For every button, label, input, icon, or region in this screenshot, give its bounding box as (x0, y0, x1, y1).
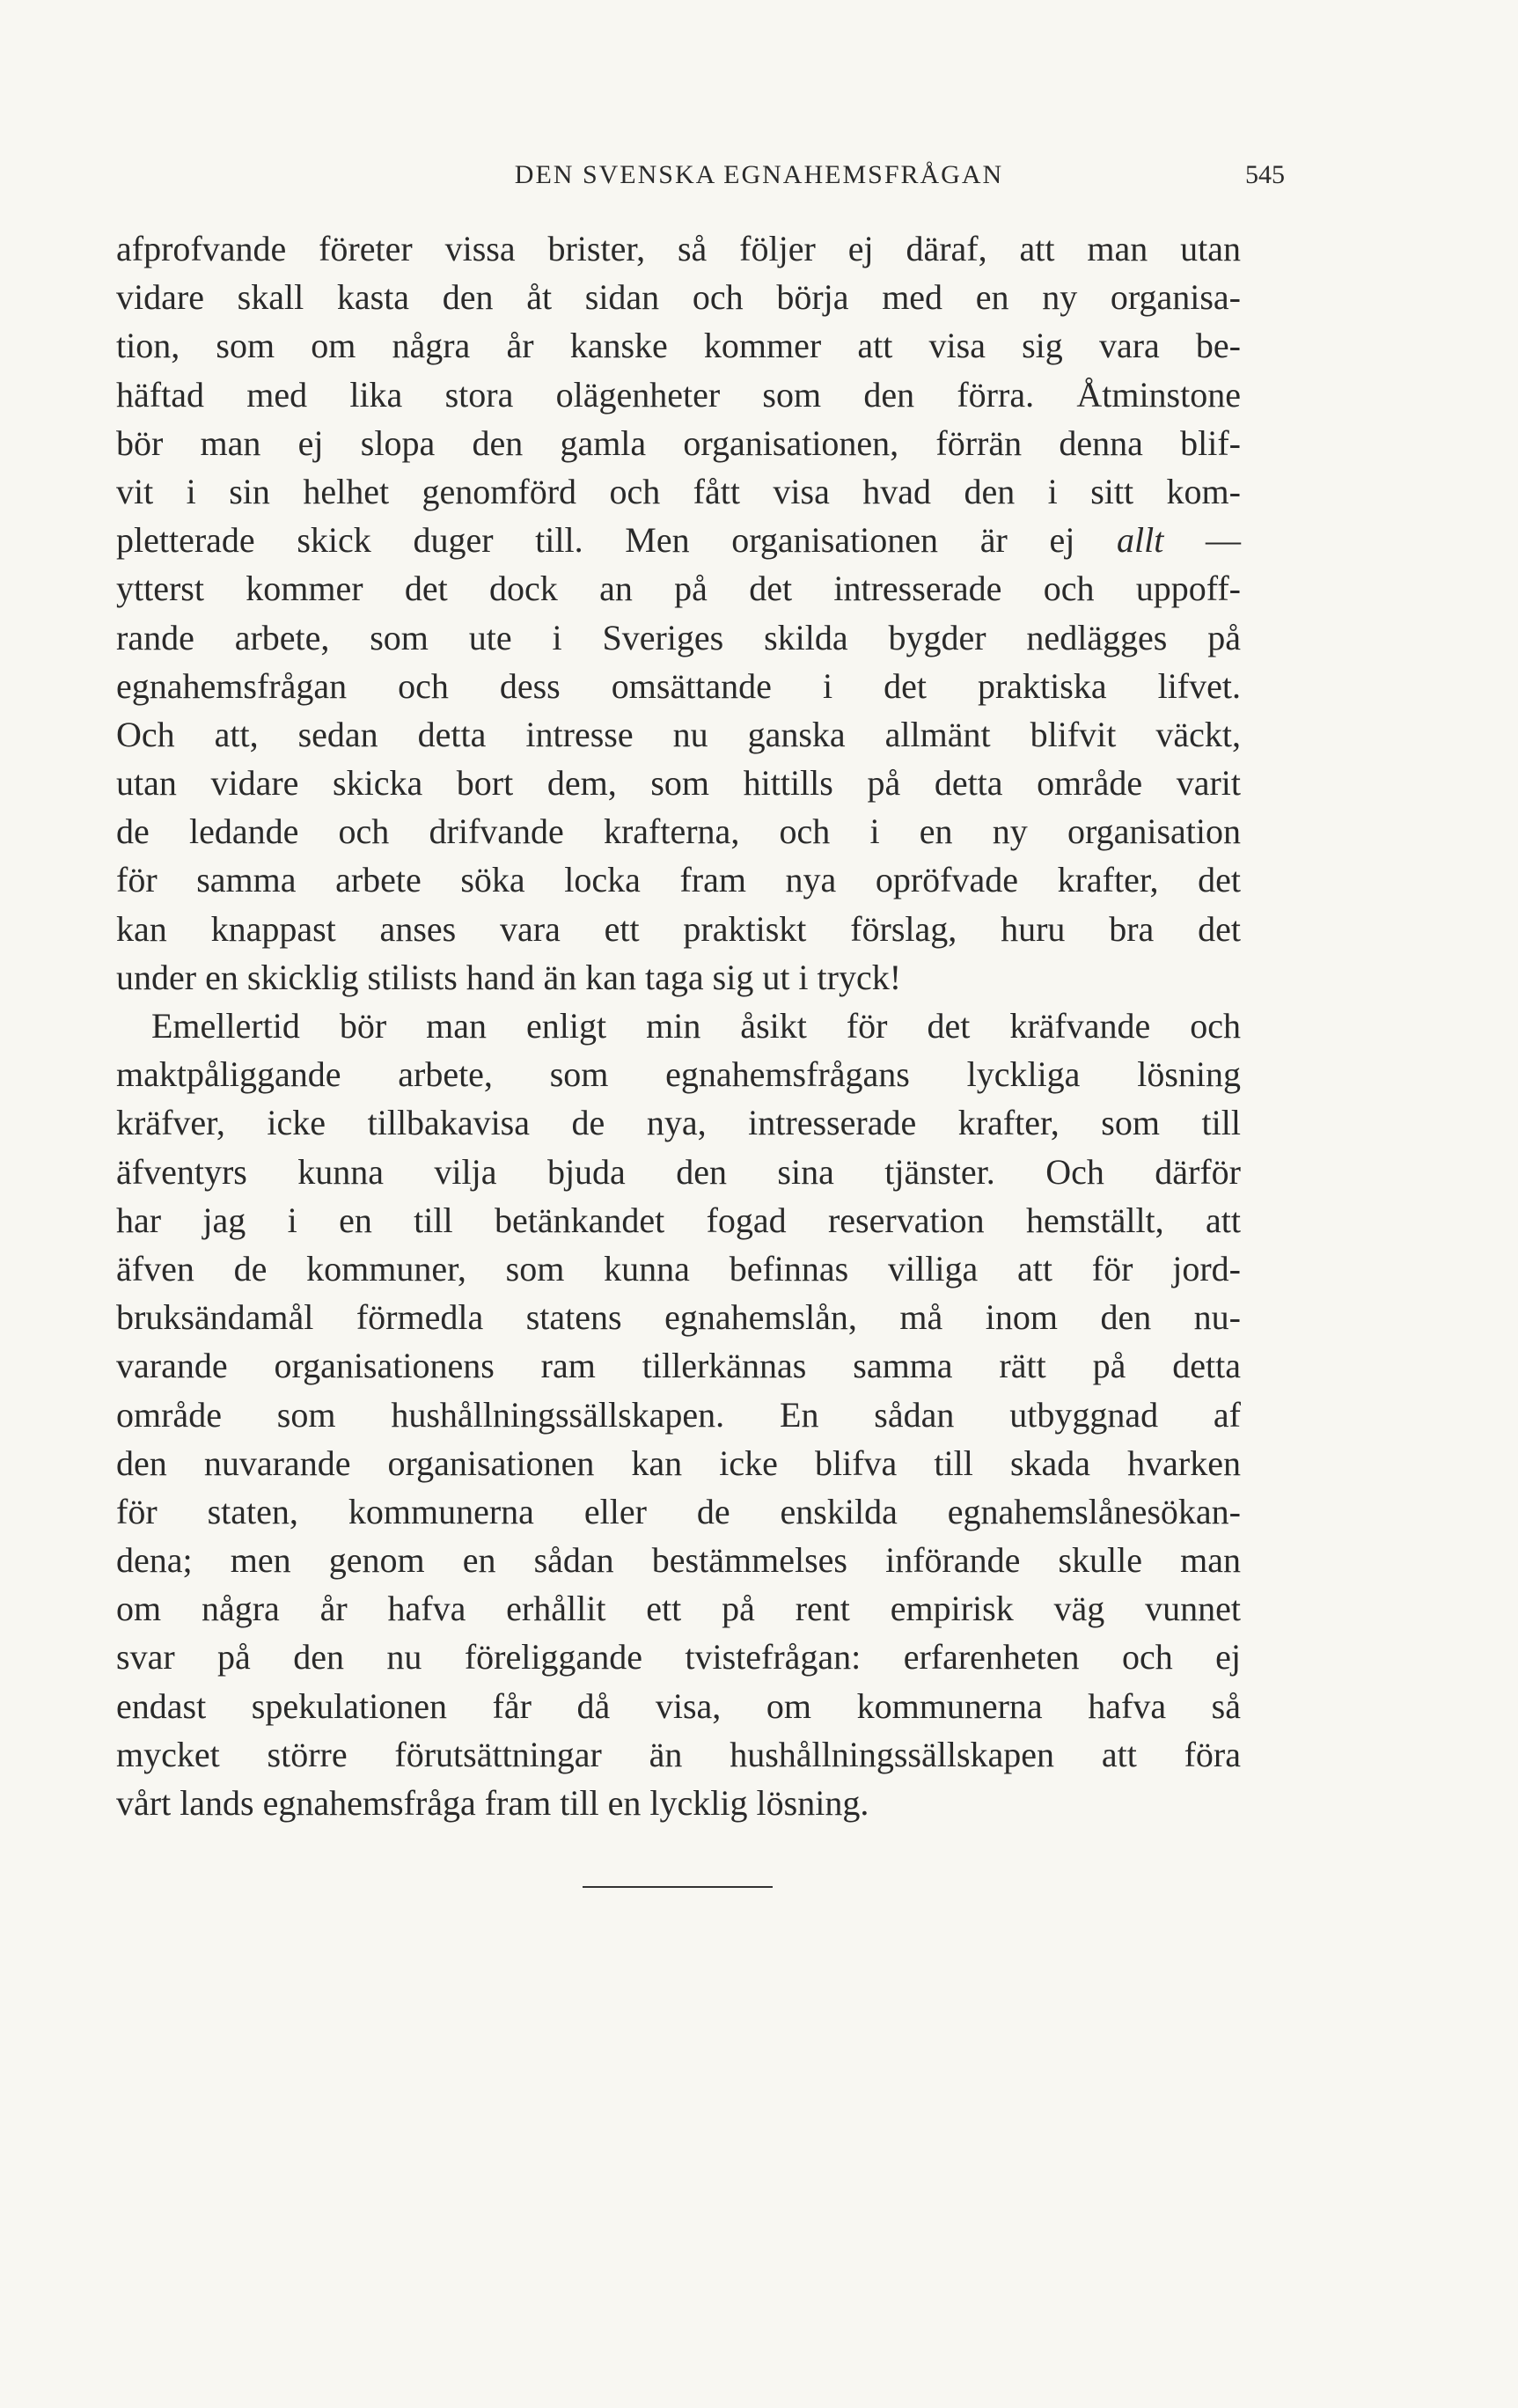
text-line: maktpåliggande arbete, som egnahemsfrågans lyckliga lösning (116, 1054, 1241, 1095)
page-number: 545 (1245, 160, 1285, 189)
text-segment: pletterade skick duger till. Men organisationen är ej (116, 520, 1117, 561)
running-head (0, 160, 1518, 195)
text-line: den nuvarande organisationen kan icke blifva till skada hvarken (116, 1443, 1241, 1483)
text-line: varande organisationens ram tillerkännas samma rätt på detta (116, 1346, 1241, 1386)
text-line: Och att, sedan detta intresse nu ganska allmänt blifvit väckt, (116, 714, 1241, 754)
text-line: Emellertid bör man enligt min åsikt för det kräfvande och (151, 1006, 1241, 1046)
text-line: de ledande och drifvande krafterna, och i en ny organisation (116, 811, 1241, 852)
text-line: äfven de kommuner, som kunna befinnas villiga att för jord- (116, 1248, 1241, 1288)
text-line: tion, som om några år kanske kommer att visa sig vara be- (116, 326, 1241, 366)
text-line: rande arbete, som ute i Sveriges skilda bygder nedlägges på (116, 617, 1241, 657)
text-line: kan knappast anses vara ett praktiskt förslag, huru bra det (116, 908, 1241, 949)
text-line: afprofvande företer vissa brister, så följer ej däraf, att man utan (116, 229, 1241, 268)
text-line: svar på den nu föreliggande tvistefrågan: erfarenheten och ej (116, 1637, 1241, 1678)
text-line: endast spekulationen får då visa, om kommunerna hafva så (116, 1685, 1241, 1726)
text-line: dena; men genom en sådan bestämmelses införande skulle man (116, 1540, 1241, 1581)
text-line (116, 516, 1241, 564)
italic-word: allt (1116, 520, 1164, 561)
text-line: vidare skall kasta den åt sidan och börja med en ny organisa- (116, 277, 1241, 318)
text-line: bör man ej slopa den gamla organisationen, förrän denna blif- (116, 422, 1241, 463)
text-line: kräfver, icke tillbakavisa de nya, intresserade krafter, som till (116, 1103, 1241, 1143)
text-line: område som hushållningssällskapen. En sådan utbyggnad af (116, 1394, 1241, 1435)
text-segment: — (1163, 520, 1241, 561)
text-line: utan vidare skicka bort dem, som hittills på detta område varit (116, 763, 1241, 804)
text-line: äfventyrs kunna vilja bjuda den sina tjänster. Och därför (116, 1151, 1241, 1192)
text-line: ytterst kommer det dock an på det intresserade och uppoff- (116, 569, 1241, 609)
text-line: under en skicklig stilists hand än kan taga sig ut i tryck! (116, 957, 902, 997)
text-line: egnahemsfrågan och dess omsättande i det praktiska lifvet. (116, 665, 1241, 706)
end-rule (583, 1886, 773, 1888)
text-line: vårt lands egnahemsfråga fram till en lycklig lösning. (116, 1783, 869, 1823)
text-line: för samma arbete söka locka fram nya opröfvade krafter, det (116, 860, 1241, 900)
text-line: om några år hafva erhållit ett på rent empirisk väg vunnet (116, 1589, 1241, 1629)
text-line: mycket större förutsättningar än hushållningssällskapen att föra (116, 1734, 1241, 1774)
body-text (116, 224, 1241, 1827)
text-line: bruksändamål förmedla statens egnahemslån, må inom den nu- (116, 1297, 1241, 1338)
text-line: har jag i en till betänkandet fogad reservation hemställt, att (116, 1200, 1241, 1240)
text-line: vit i sin helhet genomförd och fått visa hvad den i sitt kom- (116, 471, 1241, 511)
running-title: DEN SVENSKA EGNAHEMSFRÅGAN (514, 160, 1004, 189)
text-line: för staten, kommunerna eller de enskilda egnahemslånesökan- (116, 1491, 1241, 1531)
text-line: häftad med lika stora olägenheter som den förra. Åtminstone (116, 374, 1241, 415)
